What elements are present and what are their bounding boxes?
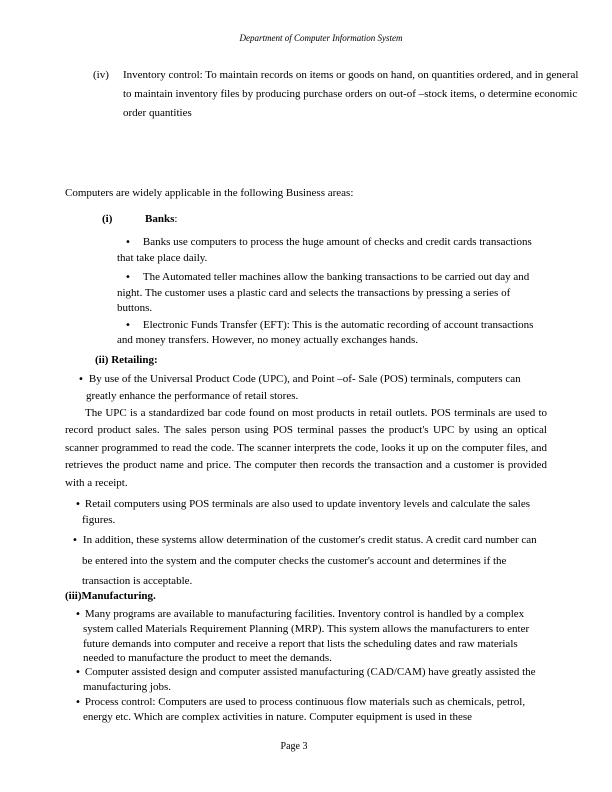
list-item-text: By use of the Universal Product Code (UPC), and Point –of- Sale (POS) terminals, computers can greatly enhance the performance of retail stores. [86,373,521,402]
list-item-text: Many programs are available to manufacturing facilities. Inventory control is handled by a complex system called Materials Requirement Planning (MRP). This system allows the manufacturers to enter future demands into computer and receive a report that lists the scheduling dates and raw materials needed to manufacture the product to meet the demands. [83,608,530,664]
bullet-icon: • [125,319,131,331]
list-item-text: Electronic Funds Transfer (EFT): This is the automatic recording of account transactions and money transfers. However, no money actually exchanges hands. [117,318,534,346]
page-header-title: Department of Computer Information System [239,33,403,43]
bullet-icon: • [125,237,131,248]
list-item [117,235,547,266]
list-item [65,695,547,725]
section-manufacturing [65,589,547,724]
section-manufacturing-heading: (iii)Manufacturing. [65,590,156,602]
list-item [117,318,547,349]
section-retailing-heading: (ii) Retailing: [95,354,158,366]
list-item-text: Computer assisted design and computer assisted manufacturing (CAD/CAM) have greatly assisted the manufacturing jobs. [83,666,536,694]
list-item [65,497,547,528]
bullet-icon: • [78,374,84,385]
bullet-icon: • [75,667,81,679]
intro-line: Computers are widely applicable in the following Business areas: [65,187,354,199]
list-item [65,530,547,591]
bullet-icon: • [75,609,81,620]
bullet-icon: • [75,499,81,511]
section-banks-colon: : [174,213,178,225]
list-item [65,371,547,405]
list-item [117,270,547,317]
list-item [65,665,547,695]
list-item-text: The Automated teller machines allow the banking transactions to be carried out day and night. The customer uses a plastic card and selects the transactions by pressing a series of buttons. [117,271,530,314]
list-item-text: Retail computers using POS terminals are also used to update inventory levels and calculate the sales figures. [82,498,530,526]
list-item-text: Process control: Computers are used to process continuous flow materials such as chemicals, petrol, energy etc. Which are complex activities in nature. Computer equipment is used in these [83,695,526,724]
section-banks [65,212,547,349]
list-marker-i: (i) [102,213,113,225]
list-item [65,607,547,665]
paragraph-text: Inventory control: To maintain records on items or goods on hand, on quantities ordered, and in general to maintain inventory files by producing purchase orders on out-of –stock items, o determine economic order quantities [123,69,579,119]
section-banks-title: Banks [145,213,175,225]
paragraph-inventory-control [93,66,581,123]
section-banks-heading [102,212,547,227]
paragraph-upc: The UPC is a standardized bar code found on most products in retail outlets. POS terminals are used to record product sales. The sales person using POS terminal passes the product's UPC by using an optical scanner programmed to read the code. The scanner interprets the code, looks it up on the computer files, and retrieves the product name and price. The computer then records the transaction and a customer is provided with a receipt. [65,407,547,489]
list-item-text: In addition, these systems allow determination of the customer's credit status. A credit card number can be entered into the system and the computer checks the customer's account and determines if the transaction is acceptable. [82,534,537,588]
section-retailing [65,353,547,591]
page-number: Page 3 [280,741,308,752]
bullet-icon: • [75,696,81,708]
list-marker-iv: (iv) [93,69,109,81]
list-item-text: Banks use computers to process the huge amount of checks and credit cards transactions that take place daily. [117,236,532,264]
bullet-icon: • [72,535,78,547]
bullet-icon: • [125,272,131,283]
